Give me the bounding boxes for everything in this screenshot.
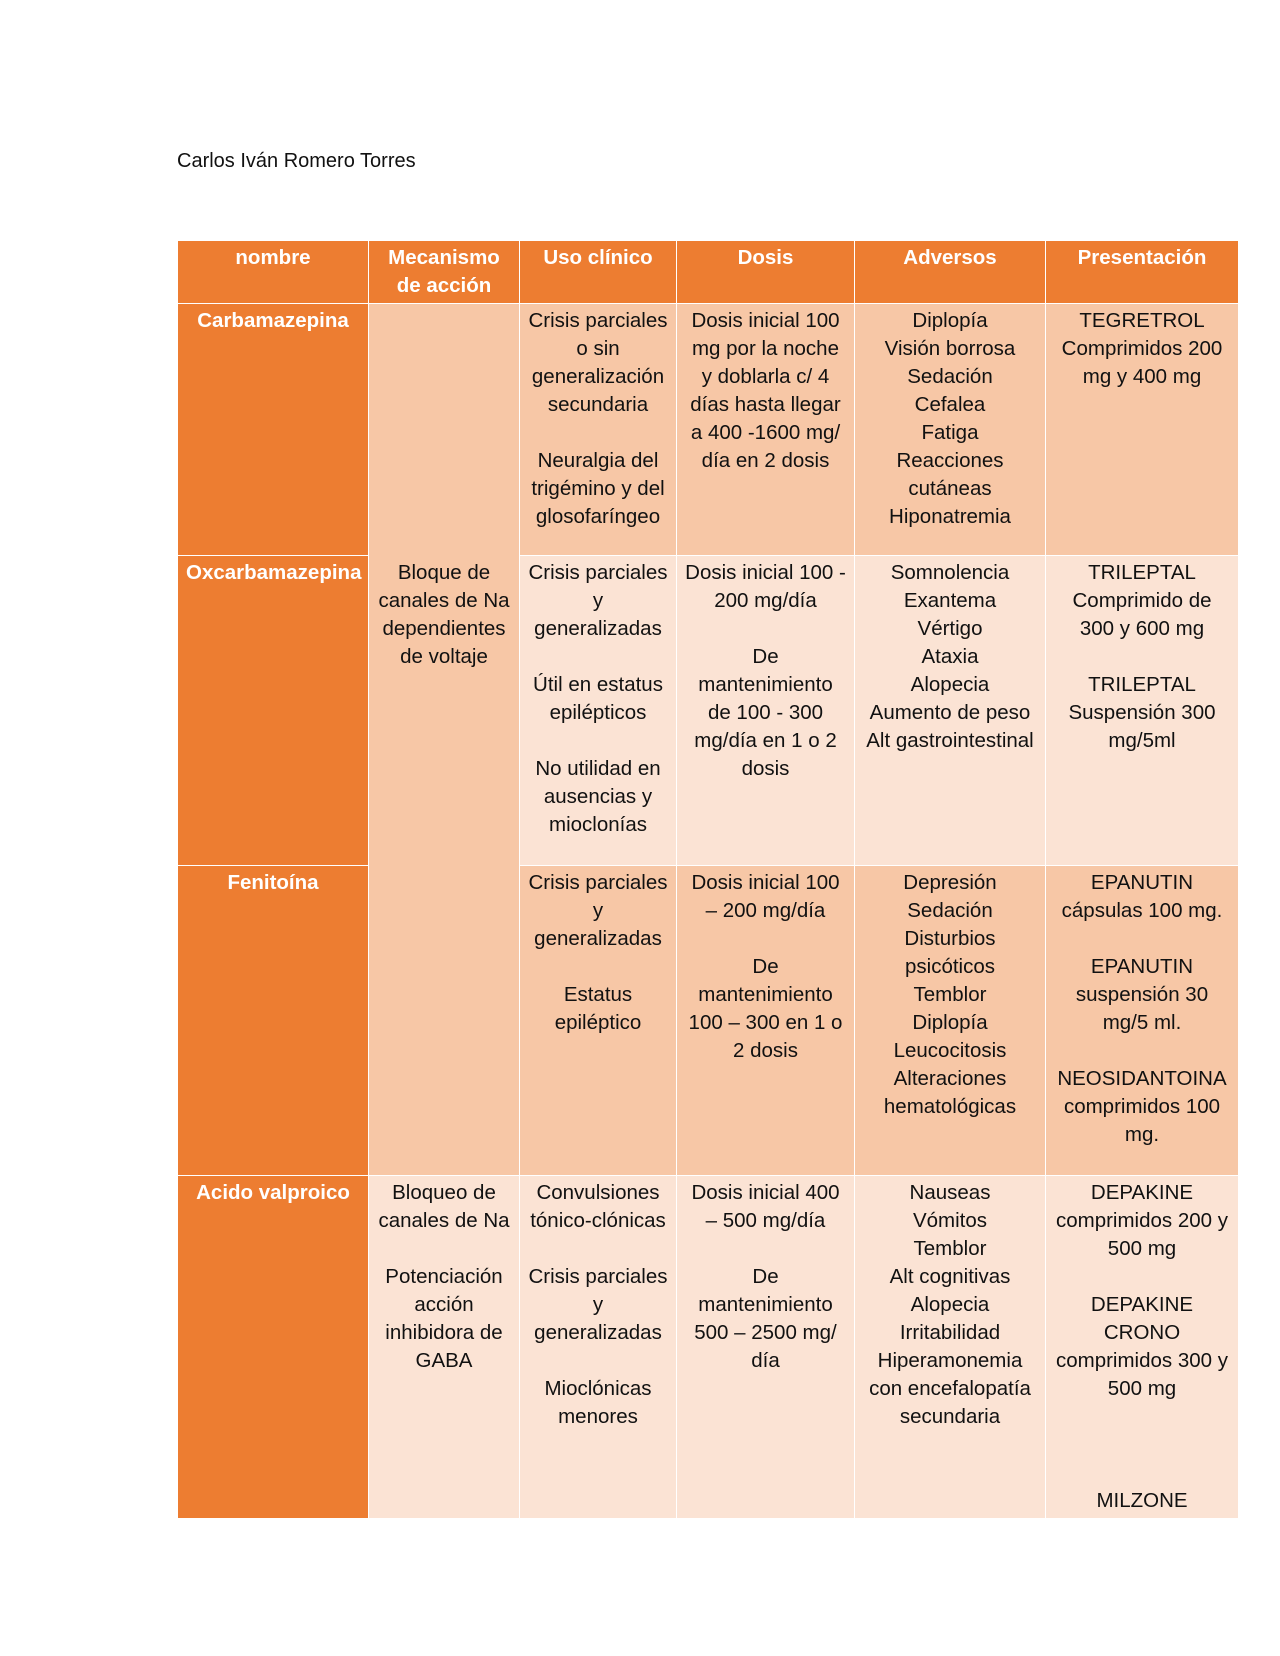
cell-line: cápsulas 100 mg.	[1061, 899, 1223, 922]
header-dosis: Dosis	[677, 241, 855, 304]
header-adversos: Adversos	[855, 241, 1046, 304]
adversos-lines	[863, 307, 1037, 531]
header-nombre: nombre	[178, 241, 369, 304]
cell-line: TRILEPTAL	[1088, 673, 1196, 696]
presentacion-lines	[1054, 307, 1230, 391]
uso-lines	[528, 559, 668, 839]
cell-line	[1054, 1403, 1230, 1431]
cell-line: Cefalea	[914, 393, 986, 416]
cell-line: Fatiga	[921, 421, 979, 444]
cell-line: Sedación	[907, 899, 993, 922]
uso-cell	[520, 1176, 677, 1519]
cell-line: DEPAKINE	[1090, 1181, 1194, 1204]
cell-line: Crisis parciales y generalizadas	[528, 871, 668, 950]
adversos-lines	[863, 869, 1037, 1121]
cell-line: Estatus epiléptico	[554, 983, 642, 1034]
cell-line	[528, 953, 668, 981]
cell-line: Alopecia	[910, 673, 990, 696]
cell-line: Somnolencia	[890, 561, 1010, 584]
table-row-fenitoina	[178, 866, 1239, 1176]
cell-line: TRILEPTAL	[1088, 561, 1196, 584]
cell-line: No utilidad en ausencias y mioclonías	[535, 757, 661, 836]
table-row-acido-valproico	[178, 1176, 1239, 1519]
uso-cell	[520, 866, 677, 1176]
drug-name: Carbamazepina	[178, 304, 369, 556]
uso-lines	[528, 869, 668, 1037]
cell-line: Alt cognitivas	[889, 1265, 1011, 1288]
presentacion-lines	[1054, 869, 1230, 1149]
dosis-cell	[677, 556, 855, 866]
uso-lines	[528, 307, 668, 531]
cell-line: Alopecia	[910, 1293, 990, 1316]
cell-line	[1054, 1459, 1230, 1487]
cell-line: Hiponatremia	[889, 505, 1011, 528]
cell-line: Dosis inicial 400 – 500 mg/día	[691, 1181, 840, 1232]
cell-line: Convulsiones tónico-clónicas	[530, 1181, 666, 1232]
cell-line: EPANUTIN	[1090, 955, 1194, 978]
cell-line: Comprimido de 300 y 600 mg	[1072, 589, 1212, 640]
cell-line: Diplopía	[912, 309, 988, 332]
drug-name: Acido valproico	[178, 1176, 369, 1519]
cell-line: Crisis parciales o sin generalización secundaria	[528, 309, 668, 416]
cell-line: comprimidos 300 y 500 mg	[1055, 1349, 1229, 1400]
cell-line: Crisis parciales y generalizadas	[528, 561, 668, 640]
dosis-cell	[677, 1176, 855, 1519]
cell-line	[377, 447, 511, 475]
header-mecanismo: Mecanismo de acción	[369, 241, 520, 304]
cell-line: Irritabilidad	[899, 1321, 1001, 1344]
dosis-lines	[685, 869, 846, 1065]
cell-line: Hiperamonemia con encefalopatía secundaria	[869, 1349, 1031, 1428]
cell-line: De mantenimiento 100 – 300 en 1 o 2 dosis	[688, 955, 843, 1062]
uso-lines	[528, 1179, 668, 1431]
cell-line: Ataxia	[921, 645, 979, 668]
cell-line: Reacciones cutáneas	[896, 449, 1004, 500]
presentacion-cell	[1046, 1176, 1239, 1519]
cell-line: comprimidos 100 mg.	[1063, 1095, 1221, 1146]
adversos-cell	[855, 304, 1046, 556]
cell-line: DEPAKINE CRONO	[1090, 1293, 1194, 1344]
dosis-lines	[685, 559, 846, 783]
cell-line: De mantenimiento 500 – 2500 mg/ día	[694, 1265, 837, 1372]
cell-line: EPANUTIN	[1090, 871, 1194, 894]
cell-line: comprimidos 200 y 500 mg	[1055, 1209, 1229, 1260]
cell-line: Temblor	[913, 1237, 987, 1260]
cell-line	[528, 643, 668, 671]
cell-line: Alt gastrointestinal	[866, 729, 1034, 752]
cell-line: Disturbios psicóticos	[904, 927, 996, 978]
adversos-lines	[863, 1179, 1037, 1431]
dosis-cell	[677, 304, 855, 556]
cell-line: Exantema	[903, 589, 997, 612]
cell-line	[1054, 925, 1230, 953]
drug-name: Fenitoína	[178, 866, 369, 1176]
cell-line: suspensión 30 mg/5 ml.	[1075, 983, 1209, 1034]
drug-table	[177, 240, 1239, 1519]
cell-line	[377, 419, 511, 447]
cell-line: Dosis inicial 100 mg por la noche y doblarla c/ 4 días hasta llegar a 400 -1600 mg/ día en 2 dosis	[690, 309, 841, 472]
drug-name: Oxcarbamazepina	[178, 556, 369, 866]
cell-line: Diplopía	[912, 1011, 988, 1034]
cell-line	[377, 363, 511, 391]
cell-line: NEOSIDANTOINA	[1057, 1067, 1227, 1090]
presentacion-lines	[1054, 559, 1230, 755]
cell-line	[377, 531, 511, 559]
cell-line: Potenciación acción inhibidora de GABA	[385, 1265, 503, 1372]
presentacion-cell	[1046, 866, 1239, 1176]
cell-line	[377, 335, 511, 363]
cell-line	[528, 1235, 668, 1263]
cell-line	[377, 307, 511, 335]
uso-cell	[520, 304, 677, 556]
cell-line	[528, 419, 668, 447]
cell-line: Visión borrosa	[884, 337, 1016, 360]
dosis-lines	[685, 1179, 846, 1375]
cell-line	[377, 475, 511, 503]
author-name: Carlos Iván Romero Torres	[177, 150, 416, 172]
cell-line	[528, 727, 668, 755]
cell-line	[1054, 643, 1230, 671]
cell-line	[1054, 1431, 1230, 1459]
table-row-carbamazepina	[178, 304, 1239, 556]
presentacion-lines	[1054, 1179, 1230, 1515]
adversos-cell	[855, 1176, 1046, 1519]
cell-line	[1054, 1263, 1230, 1291]
cell-line	[685, 1235, 846, 1263]
cell-line: Mioclónicas menores	[544, 1377, 652, 1428]
adversos-lines	[863, 559, 1037, 755]
cell-line: Leucocitosis	[893, 1039, 1007, 1062]
cell-line: Útil en estatus epilépticos	[533, 673, 663, 724]
uso-cell	[520, 556, 677, 866]
cell-line	[377, 391, 511, 419]
cell-line: Vértigo	[917, 617, 983, 640]
cell-line: Sedación	[907, 365, 993, 388]
cell-line: De mantenimiento de 100 - 300 mg/día en 1 o 2 dosis	[694, 645, 837, 780]
table-row-oxcarbamazepina	[178, 556, 1239, 866]
cell-line: Comprimidos 200 mg y 400 mg	[1061, 337, 1223, 388]
mecanismo-cell	[369, 1176, 520, 1519]
cell-line: Vómitos	[912, 1209, 988, 1232]
mecanismo-shared-cell	[369, 304, 520, 1176]
cell-line	[685, 925, 846, 953]
mecanismo-lines	[377, 1179, 511, 1375]
cell-line: MILZONE	[1096, 1489, 1188, 1512]
presentacion-cell	[1046, 556, 1239, 866]
cell-line: TEGRETROL	[1079, 309, 1205, 332]
cell-line: Dosis inicial 100 - 200 mg/día	[685, 561, 846, 612]
cell-line: Neuralgia del trigémino y del glosofaríngeo	[531, 449, 665, 528]
cell-line: Bloqueo de canales de Na	[378, 1181, 510, 1232]
cell-line	[1054, 1037, 1230, 1065]
cell-line: Aumento de peso	[869, 701, 1031, 724]
adversos-cell	[855, 556, 1046, 866]
header-presentacion: Presentación	[1046, 241, 1239, 304]
cell-line: Bloque de canales de Na dependientes de voltaje	[378, 561, 510, 668]
presentacion-cell	[1046, 304, 1239, 556]
cell-line: Depresión	[903, 871, 997, 894]
dosis-lines	[685, 307, 846, 475]
header-row	[178, 241, 1239, 304]
cell-line	[377, 1235, 511, 1263]
cell-line	[528, 1347, 668, 1375]
adversos-cell	[855, 866, 1046, 1176]
cell-line: Temblor	[913, 983, 987, 1006]
cell-line	[377, 503, 511, 531]
cell-line: Dosis inicial 100 – 200 mg/día	[691, 871, 840, 922]
cell-line: Nauseas	[909, 1181, 991, 1204]
cell-line: Crisis parciales y generalizadas	[528, 1265, 668, 1344]
cell-line: Suspensión 300 mg/5ml	[1068, 701, 1216, 752]
cell-line: Alteraciones hematológicas	[883, 1067, 1017, 1118]
dosis-cell	[677, 866, 855, 1176]
cell-line	[685, 615, 846, 643]
mecanismo-shared	[377, 307, 511, 671]
header-uso: Uso clínico	[520, 241, 677, 304]
